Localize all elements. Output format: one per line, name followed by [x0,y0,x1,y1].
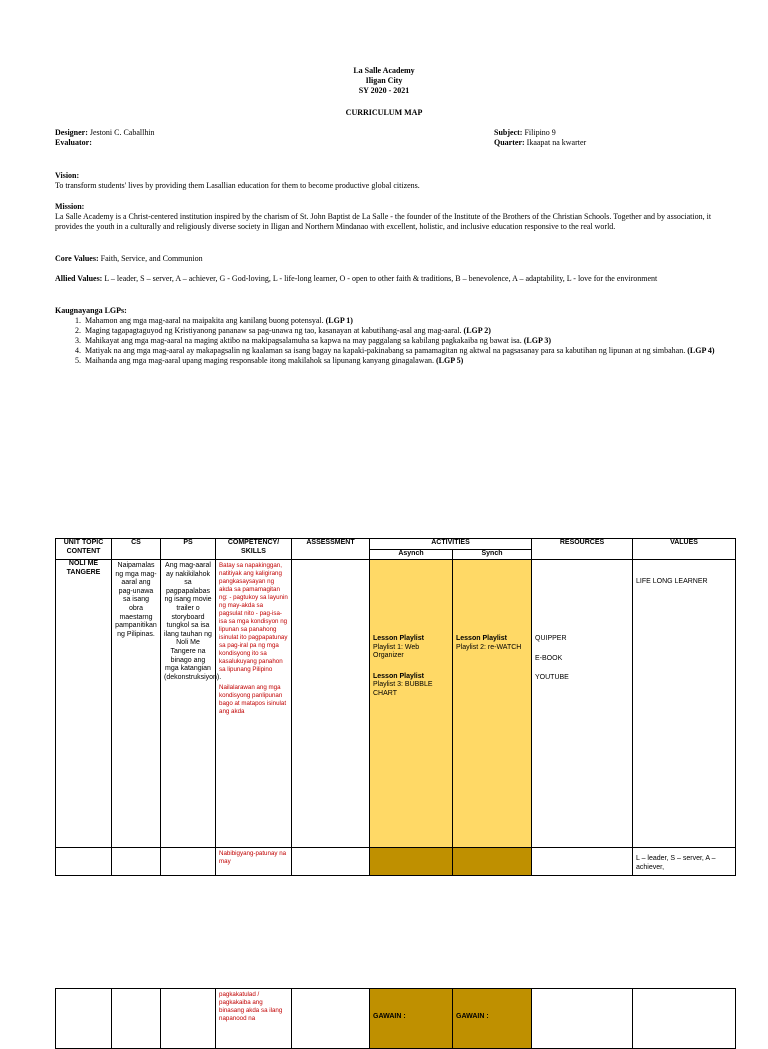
resources-cell [532,848,633,876]
allied-values-label: Allied Values: [55,274,103,283]
school-name: La Salle Academy [353,66,415,75]
unit-cell: NOLI ME TANGERE [56,560,112,848]
core-values-text: Faith, Service, and Communion [98,254,203,263]
school-year: SY 2020 - 2021 [358,86,410,95]
school-city: Iligan City [365,76,403,85]
quarter-value: Ikaapat na kwarter [526,138,587,147]
quarter-label: Quarter: [494,138,525,147]
synch-playlist-title: Lesson Playlist [456,635,507,642]
assessment-cell [292,989,370,1049]
assessment-cell [292,560,370,848]
competency-cell: pagkakatulad / pagkakaiba ang binasang akda sa ilang napanood na [216,989,292,1049]
values-cell: L – leader, S – server, A – achiever, [633,848,736,876]
synch-cell [453,560,532,848]
core-values-label: Core Values: [55,254,99,263]
resource-item: YOUTUBE [535,674,569,682]
asynch-playlist-item-1: Playlist 1: Web Organizer [373,643,420,660]
vision-text: To transform students' lives by providing them Lasallian education for them to become productive global citizens. [55,181,420,190]
unit-cell [56,848,112,876]
resource-item: E-BOOK [535,654,563,662]
header-asynch: Asynch [370,550,453,560]
mission-text: La Salle Academy is a Christ-centered institution inspired by the charism of St. John Baptist de La Salle - the founder of the Institute of the Brothers of the Christian Schools. Together and by association, it provides the youth in a culturally and religiously diverse society in Iligan and Northern Mindanao with excellent, holistic, and inclusive education responsive to the real world. [55,212,712,231]
header-cs: CS [112,539,161,560]
evaluator-label: Evaluator: [55,138,92,147]
document-title: CURRICULUM MAP [345,108,423,117]
lgp-item: 4. Matiyak na ang mga mag-aaral ay makapagsalin ng kaalaman sa isang bagay na kapaki-pakinabang sa pamamagitan ng aktwal na pagsasanay para sa kabutihan ng lipunan at ng simbahan. (LGP 4) [83,346,715,356]
asynch-playlist-item-2: Playlist 3: BUBBLE CHART [373,681,433,697]
table-row [56,560,736,848]
resource-item: QUIPPER [535,635,567,642]
designer-value: Jestoni C. Caballhin [89,128,155,137]
subject-value: Filipino 9 [524,128,556,137]
header-synch: Synch [453,550,532,560]
values-cell: LIFE LONG LEARNER [633,560,736,848]
synch-cell: GAWAIN : [453,989,532,1049]
subject-label: Subject: [494,128,523,137]
table-row [56,848,736,876]
header-values: VALUES [633,539,736,560]
values-cell [633,989,736,1049]
competency-cell: Nabibigyang-patunay na may [216,848,292,876]
cs-cell [112,989,161,1049]
resources-cell [532,989,633,1049]
designer-line [55,128,155,138]
mission-label: Mission: [55,202,85,211]
curriculum-table-continued [55,988,736,1049]
header-assessment: ASSESSMENT [292,539,370,560]
synch-cell [453,848,532,876]
lgps-list [55,316,715,366]
core-values [55,254,715,264]
subject-line [494,128,556,138]
quarter-line [494,138,586,148]
lgp-item: 5. Maihanda ang mga mag-aaral upang maging responsable itong makilahok sa lipunang kanyang ginagalawan. (LGP 5) [83,356,715,366]
asynch-cell: GAWAIN : [370,989,453,1049]
synch-playlist-item: Playlist 2: re-WATCH [456,643,522,651]
curriculum-table [55,538,736,876]
header-unit: UNIT TOPIC CONTENT [56,539,112,560]
lgp-item: 2. Maging tagapagtaguyod ng Kristiyanong pananaw sa pag-unawa ng tao, kasanayan at kabutihang-asal ang mag-aaral. (LGP 2) [83,326,715,336]
asynch-playlist-title-2: Lesson Playlist [373,672,424,680]
vision-label: Vision: [55,171,80,180]
competency-text-1: Batay sa napakinggan, natitiyak ang kaligirang pangkasaysayan ng akda sa pamamagitan ng: - pagtukoy sa layunin ng may-akda sa pagsulat nito - pag-isa-isa sa mga kondisyon ng lipunan sa panahong isinulat ito pagpapatunay sa pag-iral pa ng mga kondisyong ito sa kasalukuyang panahon sa lipunang Pilipino [219,562,288,673]
competency-text-2: Nailalarawan ang mga kondisyong panlipunan bago at matapos isinulat ang akda [219,684,287,715]
resources-cell [532,560,633,848]
cs-cell: Naipamalas ng mga mag-aaral ang pag-unawa sa isang obra maestarng pampanitikan ng Pilipinas. [112,560,161,848]
lgp-item: 1. Mahamon ang mga mag-aaral na maipakita ang kanilang buong potensyal. (LGP 1) [83,316,715,326]
lgp-item: 3. Mahikayat ang mga mag-aaral na maging aktibo na makipagsalamuha sa kapwa na may paggalang sa kabilang pagkakaiba ng bawat isa. (LGP 3) [83,336,715,346]
designer-label: Designer: [55,128,88,137]
header-ps: PS [161,539,216,560]
header-competency: COMPETENCY/ SKILLS [216,539,292,560]
lgps-label: Kaugnayanga LGPs: [55,306,127,315]
table-row [56,989,736,1049]
ps-cell: Ang mag-aaral ay nakikilahok sa pagpapalabas ng isang movie trailer o storyboard tungkol sa isa ilang tauhan ng Noli Me Tangere na binago ang mga katangian (dekonstruksiyon). [161,560,216,848]
assessment-cell [292,848,370,876]
ps-cell [161,848,216,876]
header-resources: RESOURCES [532,539,633,560]
header-activities: ACTIVITIES [370,539,532,550]
allied-values [55,274,715,284]
evaluator-line [55,138,92,148]
competency-cell [216,560,292,848]
cs-cell [112,848,161,876]
allied-values-text: L – leader, S – server, A – achiever, G - God-loving, L - life-long learner, O - open to other faith & traditions, B – benevolence, A – adaptability, L - love for the environment [102,274,658,283]
asynch-playlist-title-1: Lesson Playlist [373,635,424,642]
ps-cell [161,989,216,1049]
unit-cell [56,989,112,1049]
asynch-cell [370,560,453,848]
asynch-cell [370,848,453,876]
